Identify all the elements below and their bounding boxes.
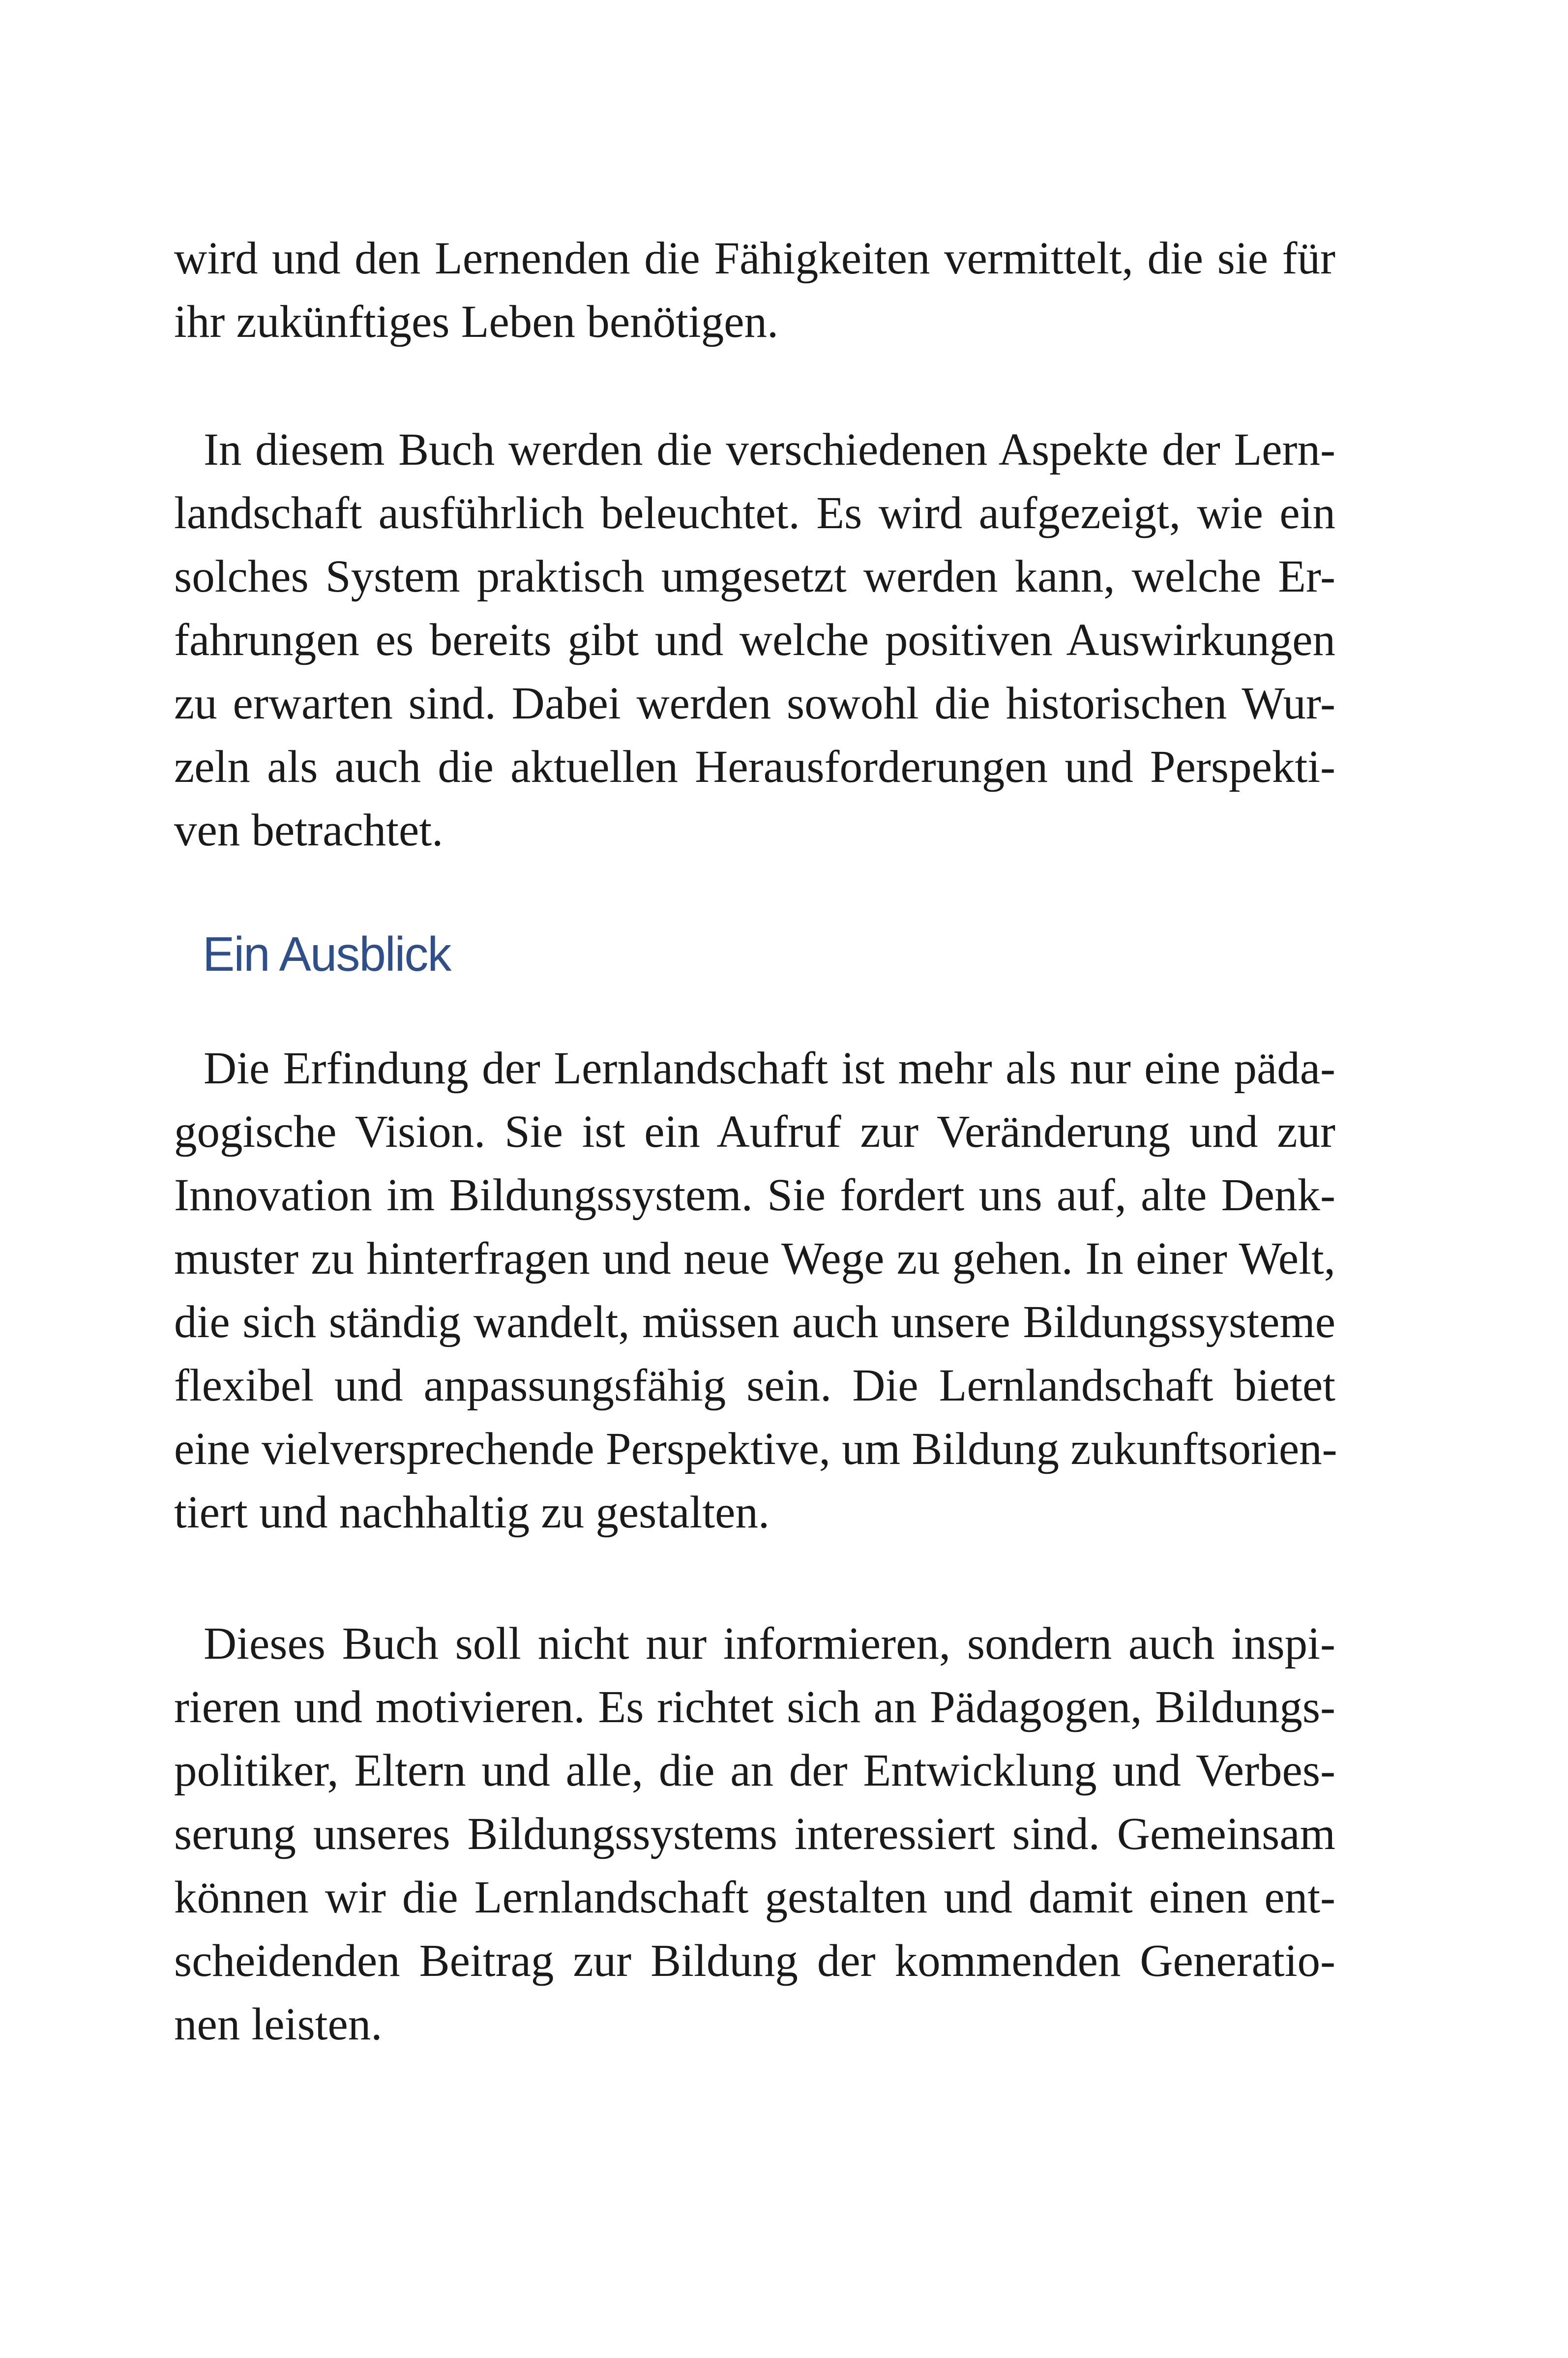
text-line: gogische Vision. Sie ist ein Aufruf zur Veränderung und zur [174,1106,1335,1157]
paragraph-inspiration [174,1612,1335,2056]
text-line: landschaft ausführlich beleuchtet. Es wird aufgezeigt, wie ein [174,488,1335,538]
text-line: zeln als auch die aktuellen Herausforderungen und Perspekti- [174,742,1335,792]
paragraph-outlook [174,1037,1335,1544]
text-line: eine vielversprechende Perspektive, um Bildung zukunftsorien- [174,1424,1337,1474]
text-line: ihr zukünftiges Leben benötigen. [174,297,779,347]
text-line: können wir die Lernlandschaft gestalten und damit einen ent- [174,1872,1335,1923]
text-line: solches System praktisch umgesetzt werden kann, welche Er- [174,551,1335,602]
text-line: Innovation im Bildungssystem. Sie fordert uns auf, alte Denk- [174,1170,1335,1221]
text-line: politiker, Eltern und alle, die an der Entwicklung und Verbes- [174,1745,1335,1796]
text-line: nen leisten. [174,1999,383,2050]
section-heading: Ein Ausblick [203,927,451,981]
text-line: Dieses Buch soll nicht nur informieren, sondern auch inspi- [204,1618,1335,1669]
text-line: rieren und motivieren. Es richtet sich an Pädagogen, Bildungs- [174,1682,1335,1732]
text-line: wird und den Lernenden die Fähigkeiten vermittelt, die sie für [174,233,1335,284]
text-line: scheidenden Beitrag zur Bildung der kommenden Generatio- [174,1936,1335,1986]
text-line: tiert und nachhaltig zu gestalten. [174,1487,770,1538]
text-line: flexibel und anpassungsfähig sein. Die Lernlandschaft bietet [174,1360,1335,1411]
text-line: serung unseres Bildungssystems interessiert sind. Gemeinsam [174,1809,1335,1859]
text-line: zu erwarten sind. Dabei werden sowohl die historischen Wur- [174,678,1335,729]
text-line: In diesem Buch werden die verschiedenen Aspekte der Lern- [204,424,1335,475]
paragraph-book-aspects [174,418,1335,862]
text-line: muster zu hinterfragen und neue Wege zu gehen. In einer Welt, [174,1233,1335,1284]
paragraph-continuation [174,227,1335,354]
text-line: fahrungen es bereits gibt und welche positiven Auswirkungen [174,615,1335,665]
text-line: ven betrachtet. [174,805,444,856]
text-line: Die Erfindung der Lernlandschaft ist mehr als nur eine päda- [204,1043,1335,1094]
text-line: die sich ständig wandelt, müssen auch unsere Bildungssysteme [174,1297,1335,1347]
